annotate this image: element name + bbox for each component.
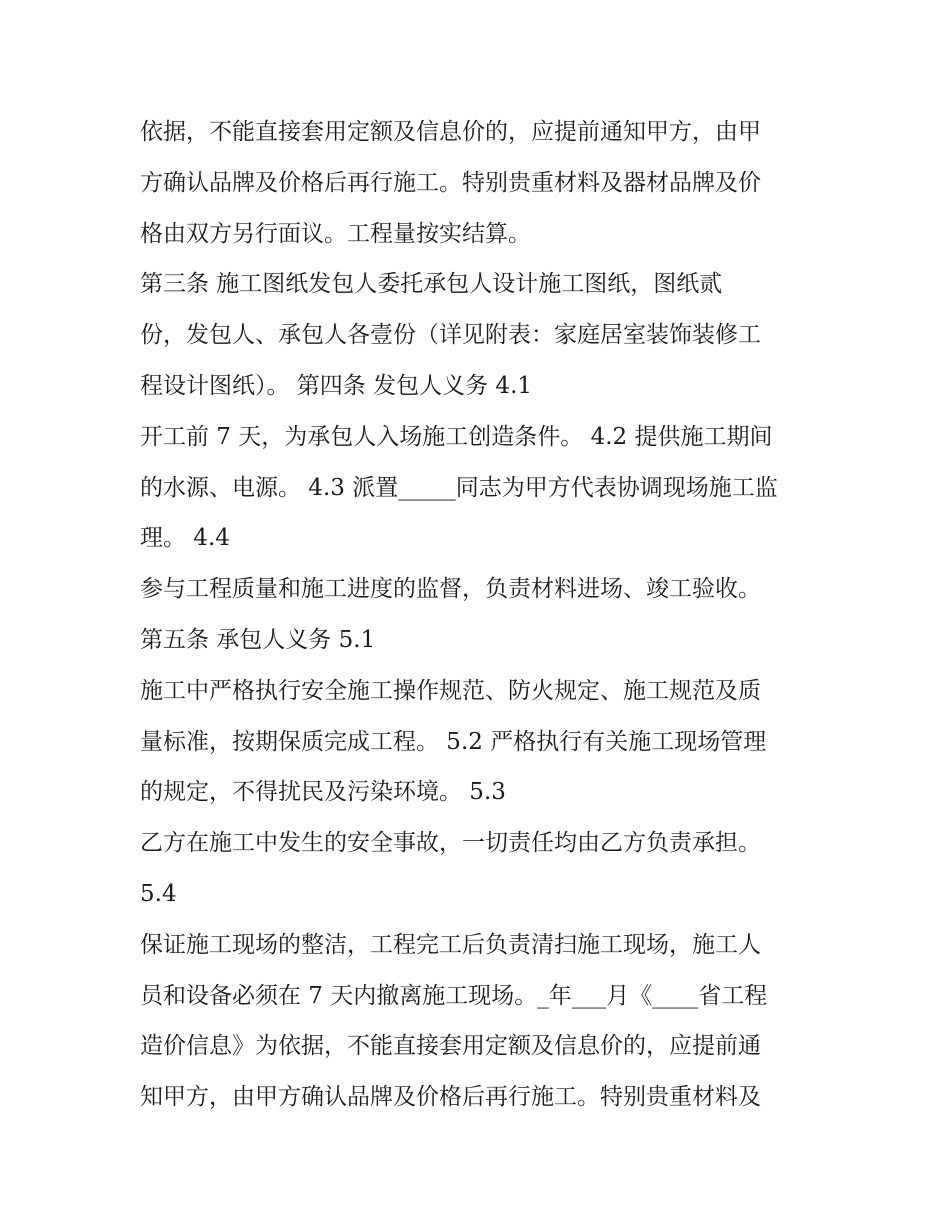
text-line: 份，发包人、承包人各壹份（详见附表：家庭居室装饰装修工 [140,322,761,349]
text-line: 的规定，不得扰民及污染环境。 5.3 [140,779,506,806]
text-line: 5.4 [140,880,177,907]
article-4-line: 程设计图纸）。 第四条 发包人义务 4.1 [140,372,533,399]
text-line: 参与工程质量和施工进度的监督，负责材料进场、竣工验收。 [140,576,761,603]
text-line: 员和设备必须在 7 天内撤离施工现场。_年___月《____省工程 [140,982,768,1009]
text-line: 知甲方，由甲方确认品牌及价格后再行施工。特别贵重材料及 [140,1084,761,1111]
text-line: 依据，不能直接套用定额及信息价的，应提前通知甲方，由甲 [140,119,761,145]
text-line: 格由双方另行面议。工程量按实结算。 [140,220,531,247]
text-line: 量标准，按期保质完成工程。 5.2 严格执行有关施工现场管理 [140,728,767,755]
text-line: 保证施工现场的整洁，工程完工后负责清扫施工现场，施工人 [140,931,761,958]
text-line: 开工前 7 天，为承包人入场施工创造条件。 4.2 提供施工期间 [140,423,773,450]
article-3-line: 第三条 施工图纸发包人委托承包人设计施工图纸，图纸贰 [140,271,723,298]
text-line: 的水源、电源。 4.3 派置_____同志为甲方代表协调现场施工监 [140,474,778,501]
text-line: 方确认品牌及价格后再行施工。特别贵重材料及器材品牌及价 [140,169,761,196]
article-5-line: 第五条 承包人义务 5.1 [140,626,376,653]
document-body [140,107,820,1123]
text-line: 乙方在施工中发生的安全事故，一切责任均由乙方负责承担。 [140,830,761,857]
text-line: 施工中严格执行安全施工操作规范、防火规定、施工规范及质 [140,677,761,704]
text-line: 造价信息》为依据，不能直接套用定额及信息价的，应提前通 [140,1033,761,1060]
text-line: 理。 4.4 [140,525,230,552]
